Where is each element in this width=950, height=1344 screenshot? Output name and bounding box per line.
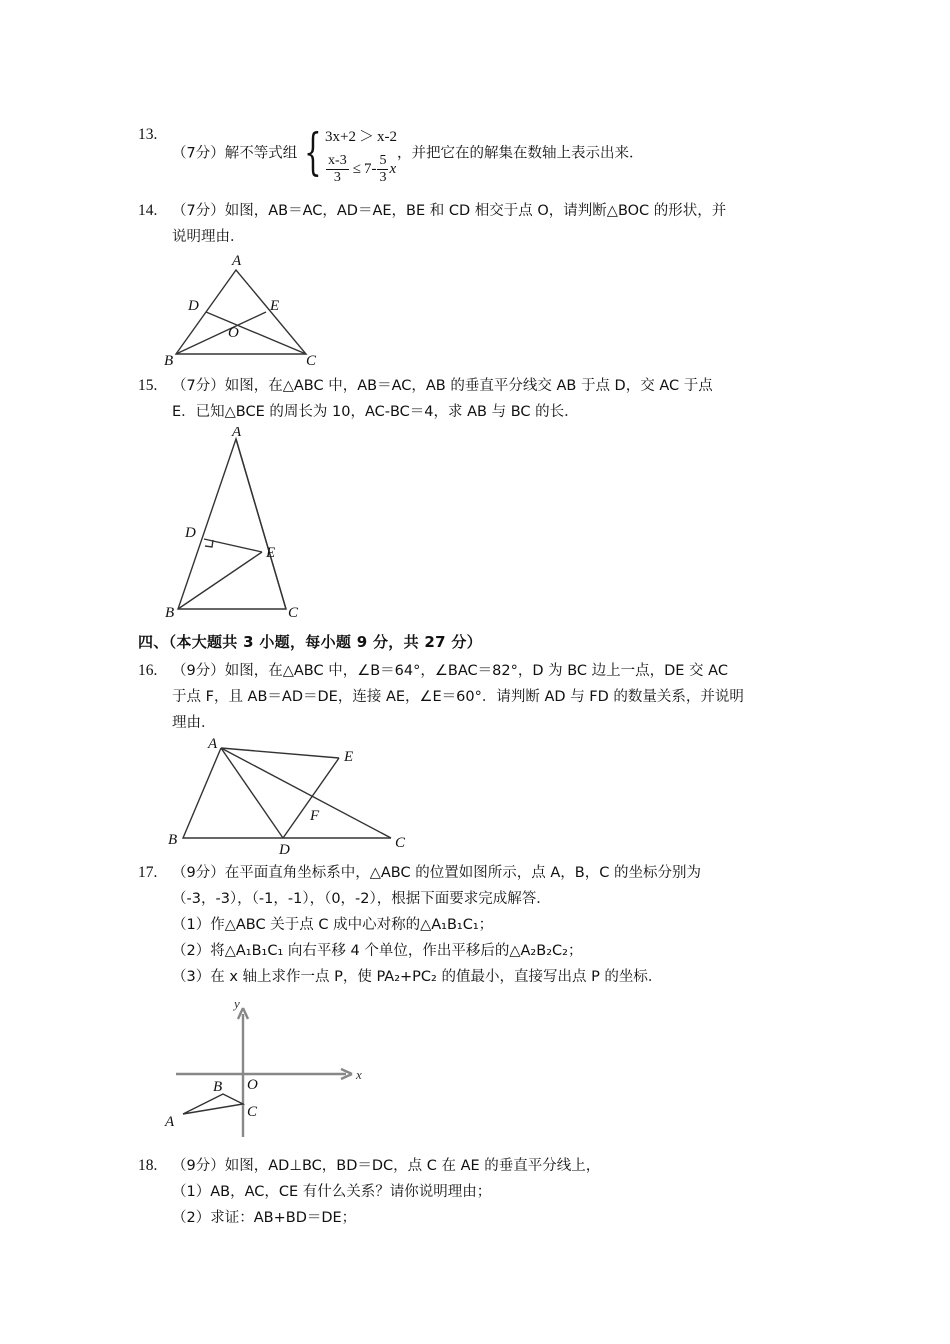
question-15 [138, 373, 828, 617]
figure-14 [158, 252, 828, 367]
question-13-stem-before: 解不等式组 [224, 145, 298, 162]
question-16-line3: 理由． [172, 715, 216, 731]
question-14-points: （7分） [172, 203, 225, 219]
question-13-points: （7分） [172, 145, 225, 162]
question-18-points: （9分） [172, 1158, 225, 1174]
label-c-17: C [247, 1104, 258, 1120]
label-f-16: F [310, 808, 320, 824]
inequality-system [297, 121, 397, 185]
label-e-15: E [266, 545, 276, 561]
label-d-14: D [188, 298, 199, 314]
question-16 [138, 658, 828, 856]
question-17 [138, 860, 828, 1147]
figure-17-svg [148, 992, 388, 1147]
question-17-sub3: （3）在 x 轴上求作一点 P，使 PA₂+PC₂ 的值最小，直接写出点 P 的坐标． [172, 969, 663, 985]
question-17-points: （9分） [172, 865, 225, 881]
question-17-sub2: （2）将△A₁B₁C₁ 向右平移 4 个单位，作出平移后的△A₂B₂C₂； [172, 943, 583, 959]
label-e-16: E [344, 749, 354, 765]
figure-15-svg [158, 427, 378, 617]
question-15-points: （7分） [172, 378, 225, 394]
figure-14-svg [158, 252, 388, 367]
row2-lhs-denominator: 3 [326, 169, 349, 185]
row2-rhs-fraction [377, 153, 388, 184]
figure-16-svg [163, 738, 423, 856]
row2-rhs-int: 7- [363, 161, 377, 177]
label-c-15: C [288, 605, 299, 617]
question-14-body [172, 198, 828, 224]
label-a-17: A [165, 1114, 175, 1130]
question-18-number: 18. [138, 1157, 158, 1174]
segment-ad-16 [221, 748, 283, 838]
question-15-line1: 如图，在△ABC 中，AB＝AC，AB 的垂直平分线交 AB 于点 D，交 AC 于点 [224, 378, 713, 394]
question-17-sub1: （1）作△ABC 关于点 C 成中心对称的△A₁B₁C₁； [172, 917, 494, 933]
label-o-14: O [228, 325, 239, 341]
question-15-line2: E．已知△BCE 的周长为 10，AC‑BC＝4，求 AB 与 BC 的长． [172, 404, 579, 420]
segment-be-15 [178, 552, 262, 609]
question-15-number: 15. [138, 377, 158, 394]
path-abc-16 [183, 748, 391, 838]
question-14-line1: 如图，AB＝AC，AD＝AE，BE 和 CD 相交于点 O，请判断△BOC 的形状，并 [224, 203, 727, 219]
label-b-14: B [164, 353, 174, 367]
triangle-abc-17 [183, 1094, 243, 1114]
triangle-abc-15 [178, 439, 286, 609]
question-18 [138, 1153, 828, 1231]
label-c-14: C [306, 353, 317, 367]
row1-lhs: 3x+2 [325, 129, 357, 145]
row2-rel: ≤ [352, 161, 361, 177]
label-a-16: A [208, 738, 218, 752]
label-x-axis: x [356, 1067, 362, 1082]
label-origin-17: O [247, 1077, 258, 1093]
label-e-14: E [270, 298, 280, 314]
label-a-14: A [232, 253, 242, 269]
label-b-15: B [165, 605, 175, 617]
question-17-number: 17. [138, 864, 158, 881]
question-13-stem-after: ，并把它在的解集在数轴上表示出来． [397, 145, 644, 162]
question-13-number: 13. [138, 126, 158, 143]
label-d-15: D [185, 525, 196, 541]
question-16-number: 16. [138, 662, 158, 679]
row2-rhs-var: x [389, 161, 397, 177]
label-a-15: A [232, 427, 242, 440]
question-18-sub1: （1）AB，AC，CE 有什么关系？请你说明理由； [172, 1184, 492, 1200]
segment-ae-16 [221, 748, 339, 758]
row1-rhs: x-2 [377, 129, 398, 145]
label-y-axis: y [234, 996, 240, 1011]
label-d-16: D [279, 842, 290, 856]
question-16-line2: 于点 F，且 AB＝AD＝DE，连接 AE，∠E＝60°．请判断 AD 与 FD 的数量关系，并说明 [172, 689, 744, 705]
row1-rel: ＞ [359, 129, 375, 145]
label-b-16: B [168, 832, 178, 848]
question-14-number: 14. [138, 202, 158, 219]
system-row-2 [325, 153, 397, 185]
question-14 [138, 198, 828, 367]
question-14-line2: 说明理由． [172, 229, 245, 245]
segment-ac-15 [236, 439, 286, 609]
row2-rhs-denominator: 3 [379, 169, 387, 185]
segment-de-16 [283, 758, 339, 838]
segment-ac-16 [221, 748, 391, 838]
figure-17-coordinate-plane [148, 992, 828, 1147]
question-17-body [172, 860, 828, 886]
question-16-line1: 如图，在△ABC 中，∠B＝64°，∠BAC＝82°，D 为 BC 边上一点，DE 交 AC [224, 663, 728, 679]
question-17-line2: （‑3，‑3），（‑1，‑1），（0，‑2），根据下面要求完成解答． [172, 891, 551, 907]
figure-15 [158, 427, 828, 617]
section-four-title: 四、（本大题共 3 小题，每小题 9 分，共 27 分） [138, 633, 482, 651]
question-18-sub2: （2）求证：AB+BD＝DE； [172, 1210, 357, 1226]
system-rows [325, 121, 397, 185]
system-row-1 [325, 121, 397, 153]
row2-lhs-fraction [326, 153, 349, 184]
label-b-17: B [213, 1079, 223, 1095]
system-brace: { [304, 123, 322, 181]
question-16-points: （9分） [172, 663, 225, 679]
row2-lhs-numerator: x-3 [328, 153, 347, 169]
question-16-body [172, 658, 828, 684]
question-18-line1: 如图，AD⊥BC，BD＝DC，点 C 在 AE 的垂直平分线上， [224, 1158, 601, 1174]
row2-rhs-numerator: 5 [379, 153, 387, 169]
question-17-line1: 在平面直角坐标系中，△ABC 的位置如图所示，点 A，B，C 的坐标分别为 [224, 865, 701, 881]
question-13 [138, 122, 828, 186]
page-content [138, 122, 828, 1233]
question-13-body [172, 122, 828, 186]
label-c-16: C [395, 835, 406, 851]
question-18-body [172, 1153, 828, 1179]
figure-16 [163, 738, 828, 856]
question-15-body [172, 373, 828, 399]
